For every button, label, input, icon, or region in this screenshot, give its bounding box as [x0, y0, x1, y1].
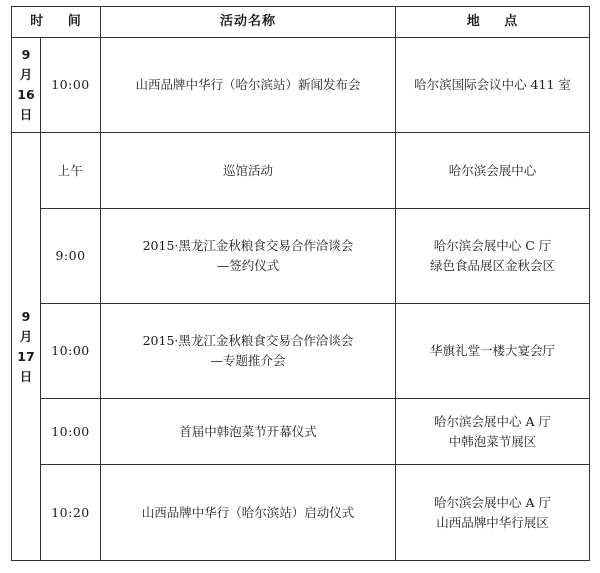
time-cell: 10:00 — [41, 399, 101, 465]
date-part: 9 — [21, 308, 31, 324]
activity-line: 2015·黑龙江金秋粮食交易合作洽谈会 — [142, 238, 354, 253]
table-row — [12, 133, 590, 209]
location-cell — [396, 133, 590, 209]
header-time-label: 时 间 — [30, 14, 82, 29]
location-cell — [396, 465, 590, 561]
header-row — [12, 7, 590, 38]
activity-cell — [101, 304, 396, 399]
time-cell: 10:20 — [41, 465, 101, 561]
location-line: 哈尔滨会展中心 A 厅 — [434, 494, 551, 510]
table-row — [12, 209, 590, 304]
activity-line: 山西品牌中华行（哈尔滨站）启动仪式 — [141, 504, 355, 520]
activity-cell — [101, 209, 396, 304]
header-time — [12, 7, 101, 38]
location-cell — [396, 209, 590, 304]
location-line: 中韩泡菜节展区 — [448, 433, 537, 449]
location-cell — [396, 304, 590, 399]
location-line: 哈尔滨会展中心 C 厅 — [433, 238, 552, 253]
activity-line: —专题推介会 — [210, 353, 286, 368]
table-row — [12, 399, 590, 465]
time-cell: 9:00 — [41, 209, 101, 304]
header-activity: 活动名称 — [101, 7, 396, 38]
location-line: 哈尔滨国际会议中心 411 室 — [414, 77, 571, 92]
activity-line: 首届中韩泡菜节开幕仪式 — [179, 423, 317, 439]
activity-line: 巡馆活动 — [222, 162, 273, 178]
time-cell: 10:00 — [41, 304, 101, 399]
date-part: 16 — [17, 87, 35, 102]
header-location-label: 地 点 — [466, 14, 519, 29]
date-part: 月 — [19, 328, 33, 344]
activity-cell — [101, 133, 396, 209]
date-cell-sep17 — [12, 133, 41, 561]
location-cell — [396, 399, 590, 465]
table-row — [12, 38, 590, 133]
activity-line: 2015·黑龙江金秋粮食交易合作洽谈会 — [142, 333, 354, 348]
time-cell: 10:00 — [41, 38, 101, 133]
activity-cell — [101, 38, 396, 133]
date-part: 日 — [19, 107, 33, 122]
date-part: 月 — [19, 67, 33, 82]
activity-cell — [101, 465, 396, 561]
location-line: 绿色食品展区金秋会区 — [429, 258, 555, 273]
activity-line: 山西品牌中华行（哈尔滨站）新闻发布会 — [135, 77, 361, 92]
date-part: 17 — [17, 348, 35, 364]
activity-cell — [101, 399, 396, 465]
date-part: 日 — [19, 368, 33, 384]
time-cell: 上午 — [41, 133, 101, 209]
location-cell — [396, 38, 590, 133]
activity-line: —签约仪式 — [216, 258, 280, 273]
date-part: 9 — [21, 47, 31, 62]
location-line: 华旗礼堂一楼大宴会厅 — [429, 343, 555, 358]
table-row — [12, 465, 590, 561]
schedule-table — [11, 6, 590, 561]
location-line: 山西品牌中华行展区 — [436, 514, 549, 530]
location-line: 哈尔滨会展中心 A 厅 — [434, 413, 551, 429]
header-location — [396, 7, 590, 38]
location-line: 哈尔滨会展中心 — [448, 162, 537, 178]
table-row — [12, 304, 590, 399]
date-cell-sep16 — [12, 38, 41, 133]
